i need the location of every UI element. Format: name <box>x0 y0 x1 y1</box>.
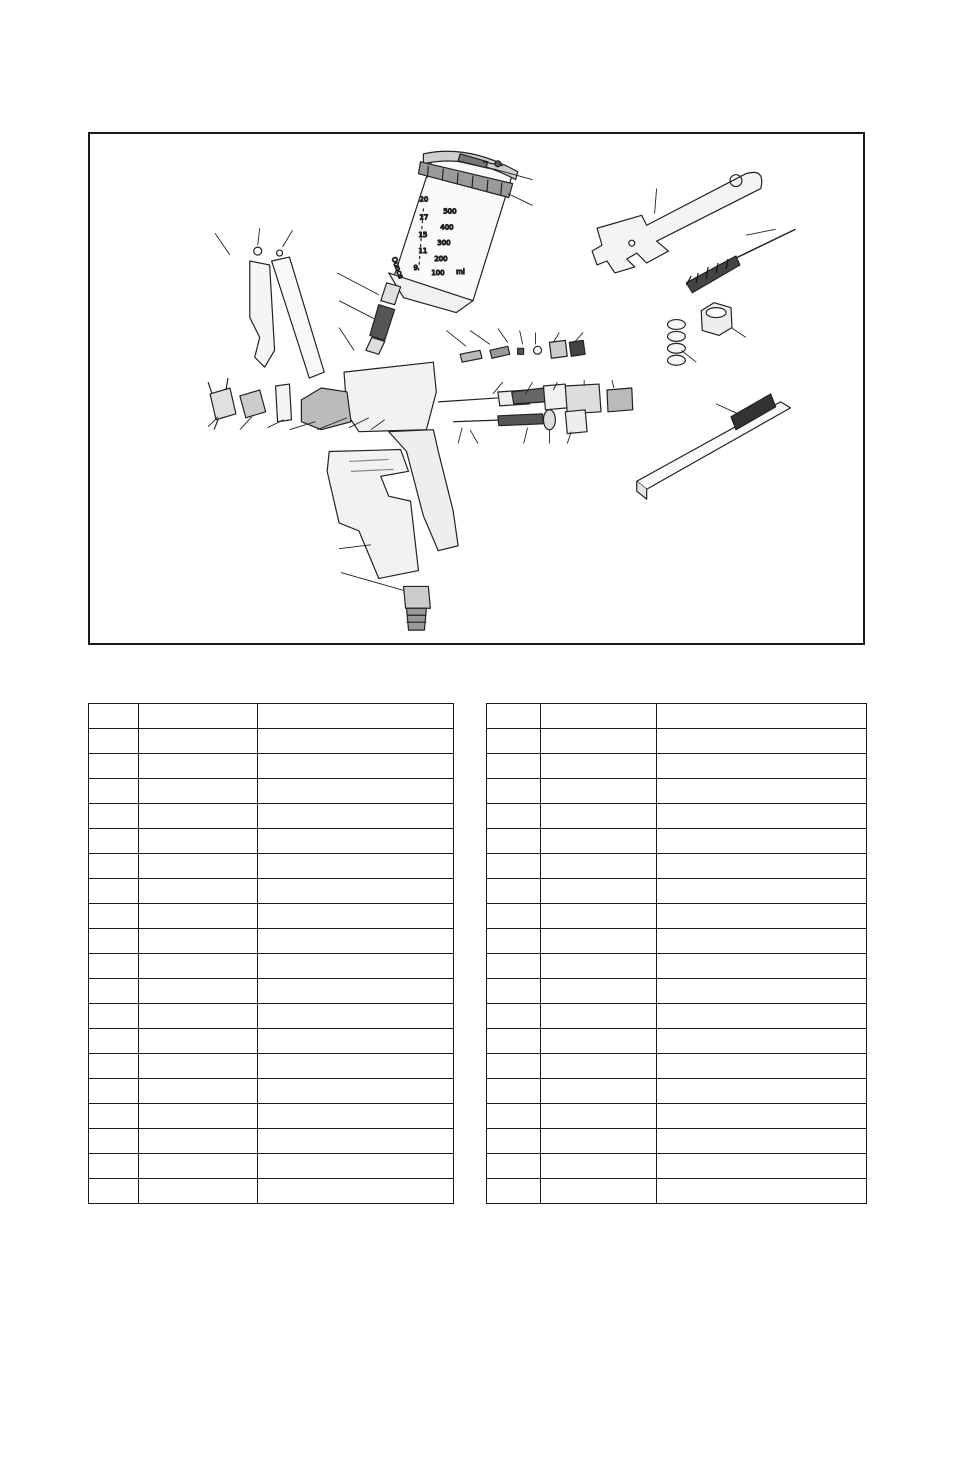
spray-gun-exploded-view <box>90 134 863 643</box>
table-cell <box>541 1129 657 1154</box>
table-row <box>89 729 454 754</box>
table-cell <box>258 854 454 879</box>
table-cell <box>487 1054 541 1079</box>
table-cell <box>258 879 454 904</box>
table-cell <box>258 1154 454 1179</box>
table-row <box>487 1029 867 1054</box>
table-row <box>89 1054 454 1079</box>
table-cell <box>89 1054 139 1079</box>
table-cell <box>258 904 454 929</box>
table-cell <box>89 779 139 804</box>
table-cell <box>487 1079 541 1104</box>
table-header-cell <box>657 704 867 729</box>
table-cell <box>657 829 867 854</box>
table-cell <box>139 1004 258 1029</box>
table-cell <box>258 1029 454 1054</box>
table-cell <box>487 754 541 779</box>
table-cell <box>541 979 657 1004</box>
table-cell <box>487 854 541 879</box>
table-cell <box>139 1129 258 1154</box>
table-cell <box>139 779 258 804</box>
table-row <box>487 854 867 879</box>
table-cell <box>487 804 541 829</box>
table-cell <box>258 779 454 804</box>
cup-scale-mark: 300 <box>437 239 451 248</box>
table-cell <box>487 1029 541 1054</box>
table-row <box>487 929 867 954</box>
table-header-cell <box>89 704 139 729</box>
table-cell <box>258 1129 454 1154</box>
table-cell <box>657 904 867 929</box>
table-cell <box>89 1029 139 1054</box>
table-cell <box>657 779 867 804</box>
table-cell <box>258 929 454 954</box>
table-row <box>89 1079 454 1104</box>
small-fitting-stack <box>667 320 685 366</box>
table-cell <box>89 1154 139 1179</box>
hex-nut <box>701 303 732 336</box>
table-cell <box>487 1129 541 1154</box>
table-cell <box>139 929 258 954</box>
table-cell <box>487 954 541 979</box>
thin-cleaning-brush <box>686 229 795 293</box>
table-row <box>89 1104 454 1129</box>
table-cell <box>89 1104 139 1129</box>
table-cell <box>258 729 454 754</box>
table-cell <box>487 729 541 754</box>
table-header-row <box>89 704 454 729</box>
cup-scale-mark: 200 <box>434 255 448 264</box>
table-cell <box>657 1129 867 1154</box>
cup-scale-mark: 100 <box>431 268 445 277</box>
needle-and-springs <box>438 384 632 434</box>
table-cell <box>258 1054 454 1079</box>
table-cell <box>139 829 258 854</box>
table-cell <box>657 979 867 1004</box>
table-row <box>89 1004 454 1029</box>
table-cell <box>139 754 258 779</box>
table-cell <box>541 854 657 879</box>
table-cell <box>657 804 867 829</box>
table-cell <box>657 1029 867 1054</box>
table-cell <box>657 1179 867 1204</box>
table-cell <box>541 904 657 929</box>
cup-scale-mark: 400 <box>440 223 454 232</box>
table-cell <box>541 1004 657 1029</box>
table-cell <box>487 979 541 1004</box>
table-cell <box>139 1154 258 1179</box>
table-cell <box>139 1079 258 1104</box>
cup-outlet-filter <box>366 283 401 354</box>
table-cell <box>258 1079 454 1104</box>
table-cell <box>657 729 867 754</box>
table-cell <box>89 729 139 754</box>
table-header-cell <box>258 704 454 729</box>
table-cell <box>139 1054 258 1079</box>
table-row <box>487 1179 867 1204</box>
table-cell <box>657 954 867 979</box>
table-row <box>89 954 454 979</box>
table-header-cell <box>139 704 258 729</box>
table-row <box>89 1129 454 1154</box>
table-cell <box>541 804 657 829</box>
table-cell <box>258 1179 454 1204</box>
table-cell <box>541 1179 657 1204</box>
table-row <box>487 754 867 779</box>
table-row <box>487 1079 867 1104</box>
table-cell <box>139 1179 258 1204</box>
table-header-row <box>487 704 867 729</box>
table-row <box>89 804 454 829</box>
table-cell <box>258 1004 454 1029</box>
table-row <box>89 779 454 804</box>
table-cell <box>487 1104 541 1129</box>
table-cell <box>541 754 657 779</box>
table-cell <box>139 729 258 754</box>
table-cell <box>657 754 867 779</box>
cup-scale-mark: 500 <box>443 207 457 216</box>
cup-scale-mark: 11 <box>418 247 428 256</box>
table-cell <box>541 1054 657 1079</box>
table-cell <box>89 979 139 1004</box>
table-cell <box>258 829 454 854</box>
table-cell <box>89 954 139 979</box>
table-cell <box>657 854 867 879</box>
table-cell <box>139 1029 258 1054</box>
cup-scale-mark: Ounce <box>389 255 405 280</box>
table-cell <box>89 1004 139 1029</box>
table-row <box>89 929 454 954</box>
table-cell <box>541 1104 657 1129</box>
table-cell <box>89 879 139 904</box>
table-header-cell <box>541 704 657 729</box>
cup-scale-mark: 17 <box>419 213 429 222</box>
table-row <box>487 979 867 1004</box>
table-cell <box>139 1104 258 1129</box>
cup-scale-mark: 15 <box>418 231 428 240</box>
table-row <box>487 804 867 829</box>
table-cell <box>139 804 258 829</box>
table-row <box>487 779 867 804</box>
table-cell <box>89 854 139 879</box>
table-cell <box>487 1154 541 1179</box>
cup-scale-mark: 9 <box>413 263 418 272</box>
table-row <box>487 729 867 754</box>
table-row <box>89 1029 454 1054</box>
table-row <box>89 1179 454 1204</box>
table-row <box>487 879 867 904</box>
table-cell <box>657 1079 867 1104</box>
table-cell <box>258 954 454 979</box>
wire-brush <box>637 394 791 499</box>
spray-gun-body <box>301 362 458 578</box>
table-cell <box>139 904 258 929</box>
table-row <box>89 979 454 1004</box>
table-cell <box>258 1104 454 1129</box>
table-cell <box>541 1029 657 1054</box>
table-row <box>89 904 454 929</box>
paint-cup <box>389 151 518 312</box>
table-cell <box>487 879 541 904</box>
table-row <box>487 1154 867 1179</box>
table-cell <box>89 829 139 854</box>
table-cell <box>139 854 258 879</box>
table-cell <box>487 1004 541 1029</box>
table-cell <box>541 779 657 804</box>
cup-scale-mark: ml <box>456 267 465 276</box>
table-header-cell <box>487 704 541 729</box>
table-cell <box>541 954 657 979</box>
table-row <box>487 829 867 854</box>
table-cell <box>89 1079 139 1104</box>
table-cell <box>487 929 541 954</box>
table-cell <box>89 804 139 829</box>
table-cell <box>657 929 867 954</box>
table-cell <box>139 979 258 1004</box>
table-cell <box>541 829 657 854</box>
table-cell <box>487 829 541 854</box>
table-cell <box>139 954 258 979</box>
table-cell <box>258 979 454 1004</box>
table-row <box>89 829 454 854</box>
parts-list-table-right <box>486 703 867 1204</box>
table-cell <box>657 879 867 904</box>
parts-list-table-left <box>88 703 454 1204</box>
table-cell <box>541 929 657 954</box>
trigger <box>250 247 324 378</box>
table-cell <box>657 1004 867 1029</box>
table-row <box>89 754 454 779</box>
table-cell <box>487 1179 541 1204</box>
table-row <box>89 854 454 879</box>
exploded-parts-diagram <box>88 132 865 645</box>
table-cell <box>89 929 139 954</box>
table-row <box>487 1104 867 1129</box>
table-cell <box>89 754 139 779</box>
table-row <box>89 879 454 904</box>
table-cell <box>657 1054 867 1079</box>
table-row <box>487 1054 867 1079</box>
table-row <box>487 954 867 979</box>
table-cell <box>657 1154 867 1179</box>
table-cell <box>258 804 454 829</box>
table-cell <box>139 879 258 904</box>
table-cell <box>89 904 139 929</box>
table-cell <box>258 754 454 779</box>
cup-scale-mark: 20 <box>419 195 429 204</box>
table-cell <box>541 729 657 754</box>
table-cell <box>89 1129 139 1154</box>
table-cell <box>487 779 541 804</box>
table-cell <box>657 1104 867 1129</box>
table-cell <box>541 1154 657 1179</box>
table-row <box>487 1004 867 1029</box>
table-row <box>89 1154 454 1179</box>
table-cell <box>89 1179 139 1204</box>
table-cell <box>541 1079 657 1104</box>
table-cell <box>487 904 541 929</box>
table-cell <box>541 879 657 904</box>
table-row <box>487 1129 867 1154</box>
air-inlet-fitting <box>404 586 431 630</box>
table-row <box>487 904 867 929</box>
